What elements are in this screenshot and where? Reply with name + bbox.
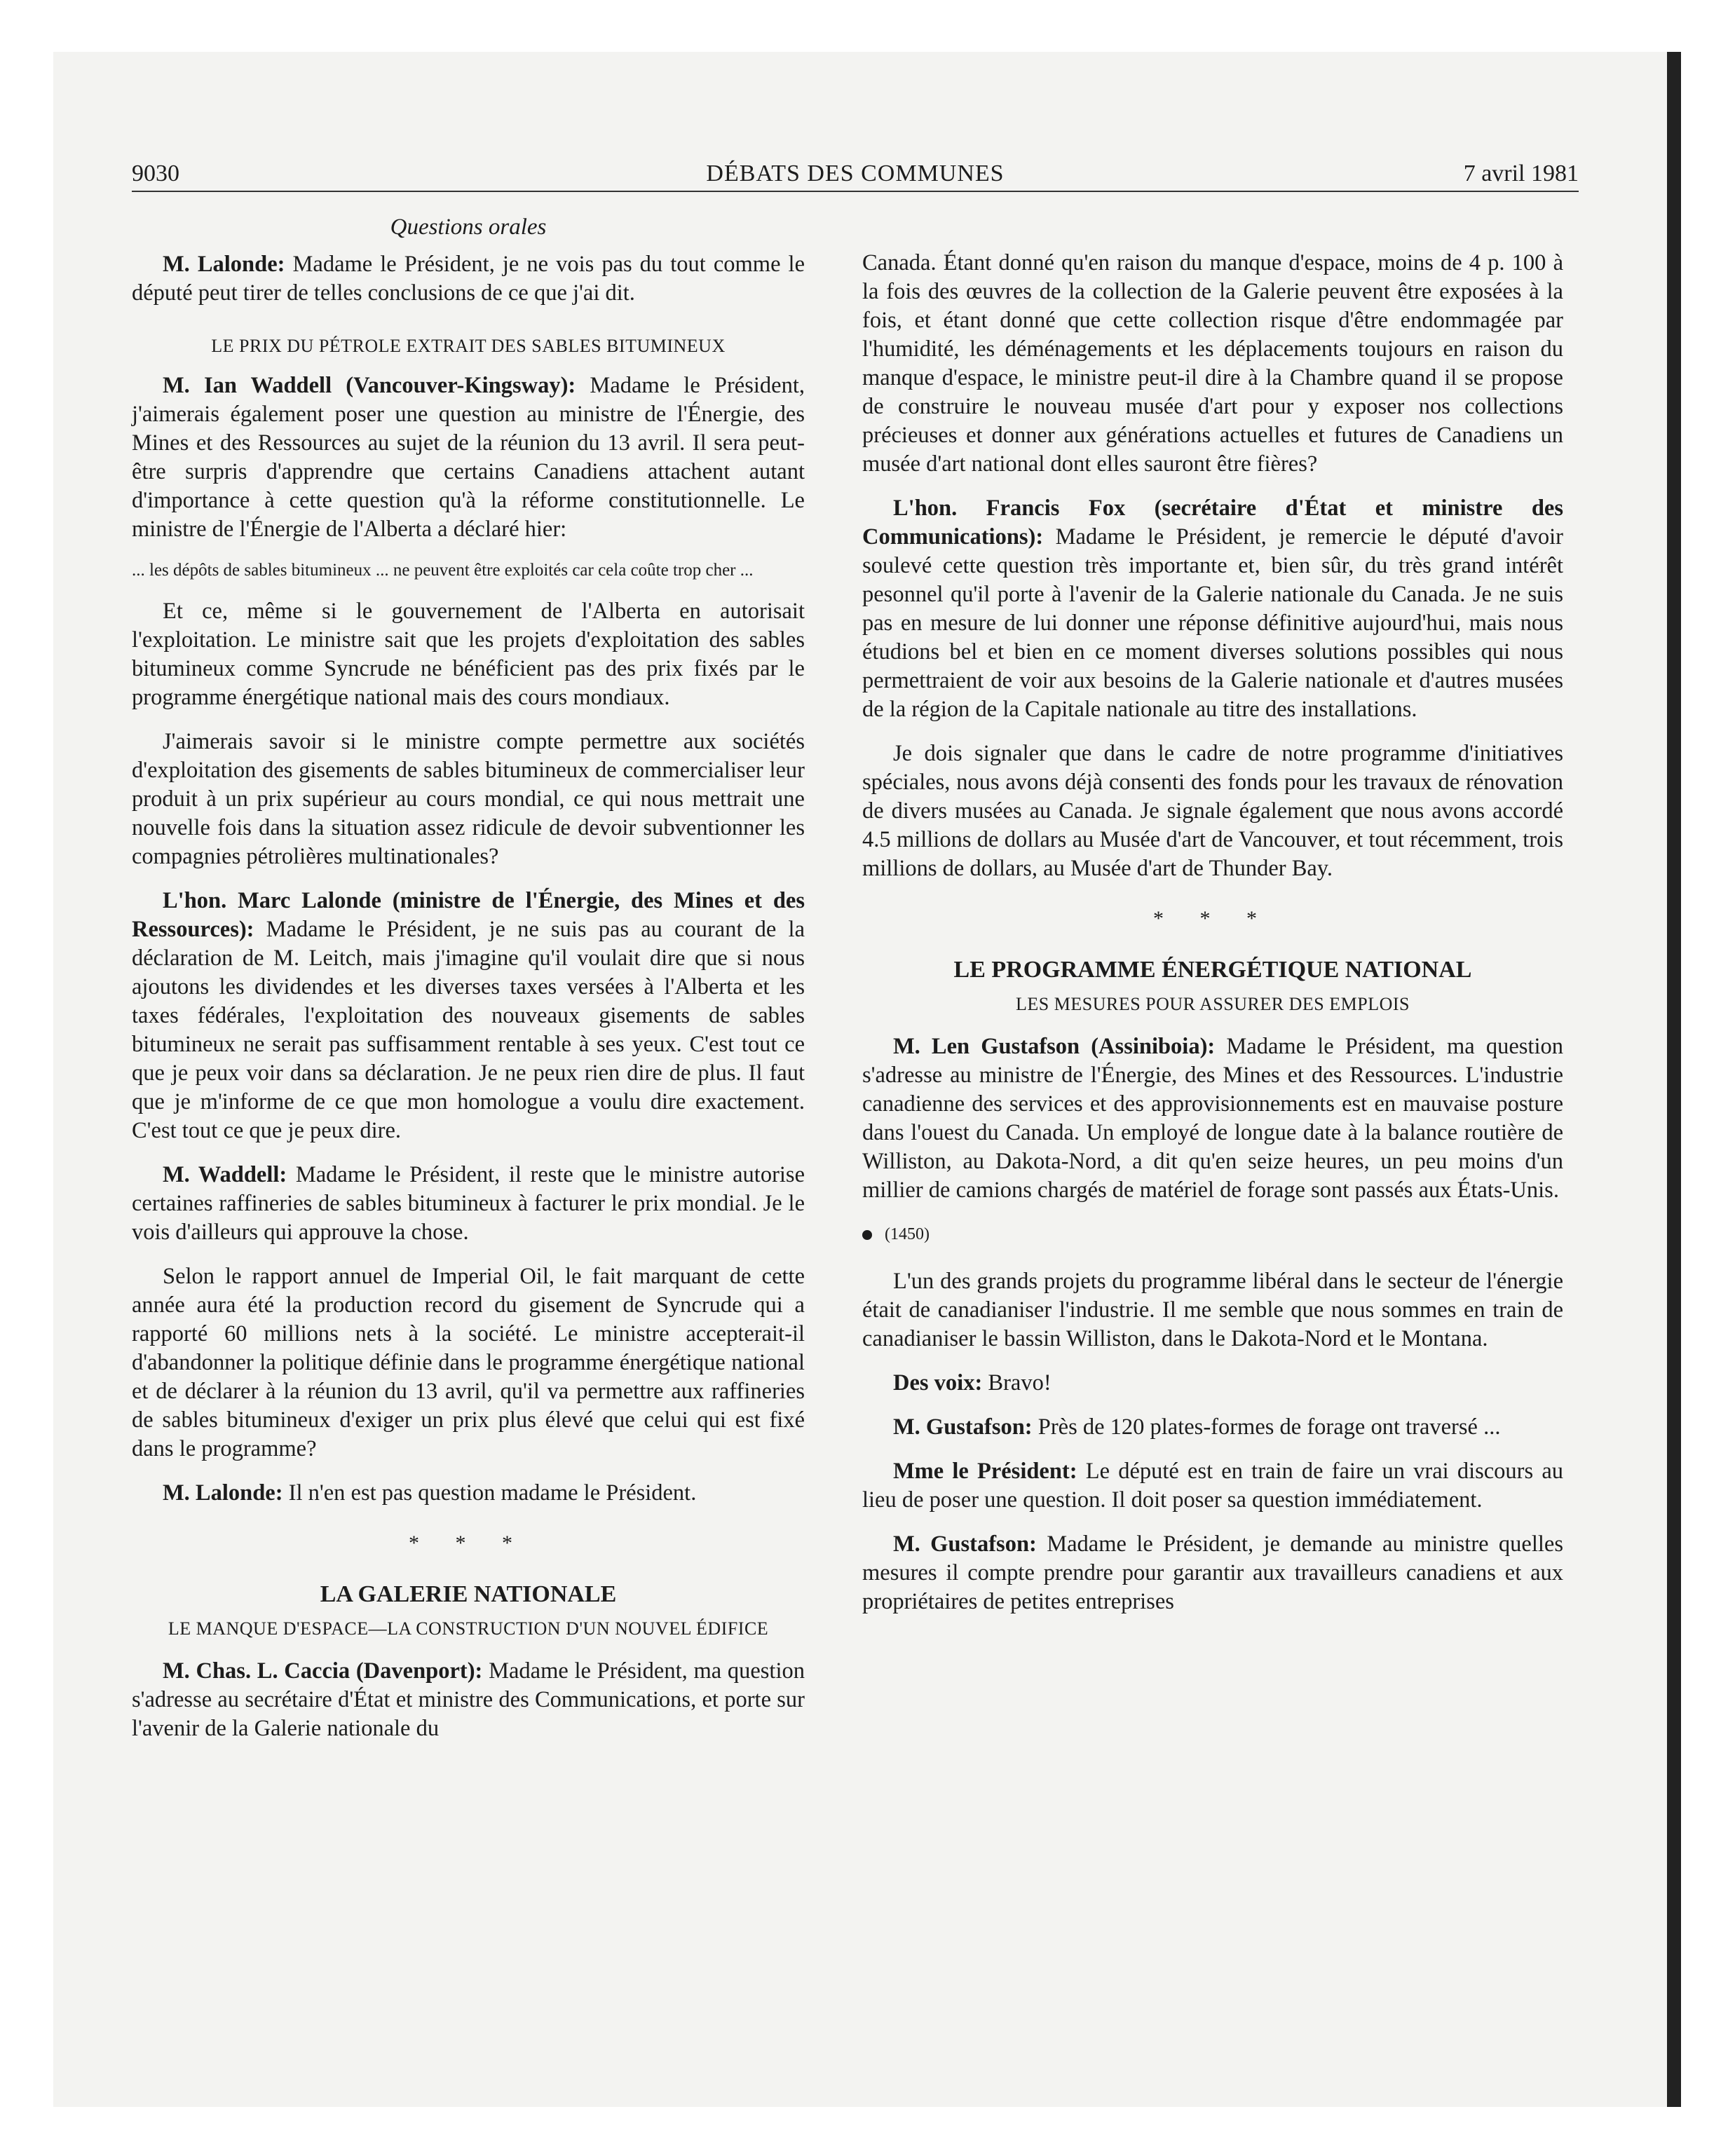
right-column [862,249,1563,1632]
topic-main-heading: LA GALERIE NATIONALE [320,1581,617,1607]
paragraph: Et ce, même si le gouvernement de l'Alberta en autorisait l'exploitation. Le ministre sait que les projets d'exploitation des sables bitumineux comme Syncrude ne bénéficient pas des prix fixés par le programme énergétique national mais des cours mondiaux. [132,599,805,710]
paragraph [132,371,805,544]
paragraph [862,494,1563,724]
publication-title: DÉBATS DES COMMUNES [706,161,1005,186]
speech-text: Madame le Président, je ne suis pas au courant de la déclaration de M. Leitch, mais j'imagine qu'il voulait dire que si nous ajoutons les dividendes et les diverses taxes versées à l'Alberta et les taxes fédérales, l'exploitation des nouveaux gisements de sables bitumineux ne serait pas suffisamment rentable à ses yeux. C'est tout ce que je peux voir dans sa déclaration. Je ne peux rien dire de plus. Il faut que je m'informe de ce que mon homologue a voulu dire exactement. C'est tout ce que je peux dire. [132,917,805,1143]
speaker-name: L'hon. Marc Lalonde (ministre de l'Énergie, des Mines et des Ressources): [132,888,805,942]
section-separator: * * * [1153,907,1272,930]
section-heading: Questions orales [390,214,547,240]
speaker-name: M. Chas. L. Caccia (Davenport): [163,1658,483,1684]
speaker-name: M. Gustafson: [893,1531,1037,1557]
speaker-name: M. Waddell: [163,1162,287,1187]
topic-subheading: LES MESURES POUR ASSURER DES EMPLOIS [1016,994,1410,1014]
paragraph [862,1413,1563,1442]
speech-text: Près de 120 plates-formes de forage ont traversé ... [1032,1414,1501,1440]
paragraph: J'aimerais savoir si le ministre compte permettre aux sociétés d'exploitation des gisements de sables bitumineux de commercialiser leur produit à un prix supérieur au cours mondial, ce qui nous mettrait une nouvelle fois dans la situation assez ridicule de devoir subventionner les compagnies pétrolières multinationales? [132,729,805,869]
speaker-name: M. Lalonde: [163,252,285,277]
speech-text: Madame le Président, il reste que le ministre autorise certaines raffineries de sables bitumineux à facturer le prix mondial. Je le vois d'ailleurs qui approuve la chose. [132,1162,805,1245]
speaker-name: M. Ian Waddell (Vancouver-Kingsway): [163,373,576,398]
speaker-name: M. Gustafson: [893,1414,1033,1440]
paragraph [862,1369,1563,1398]
speech-text: Madame le Président, ma question s'adresse au ministre de l'Énergie, des Mines et des Ressources. L'industrie canadienne des services et des approvisionnements est en mauvaise posture dans l'ouest du Canada. Un employé de longue date à la balance routière de Williston, au Dakota-Nord, a dit qu'en seize heures, un peu moins d'un millier de camions chargés de matériel de forage sont passés aux États-Unis. [862,1034,1563,1203]
time-marker [862,1220,1563,1249]
paragraph: Je dois signaler que dans le cadre de notre programme d'initiatives spéciales, nous avons déjà consenti des fonds pour les travaux de rénovation de divers musées au Canada. Je signale également que nous avons accordé 4.5 millions de dollars au Musée d'art de Vancouver, et tout récemment, trois millions de dollars, au Musée d'art de Thunder Bay. [862,741,1563,881]
left-column [132,210,805,1759]
topic-main-heading: LE PROGRAMME ÉNERGÉTIQUE NATIONAL [953,957,1472,983]
time-marker-label: (1450) [885,1225,930,1243]
paragraph: Selon le rapport annuel de Imperial Oil, le fait marquant de cette année aura été la production record du gisement de Syncrude qui a rapporté 60 millions nets à la société. Le ministre accepterait-il d'abandonner la politique définie dans le programme énergétique national et de déclarer à la réunion du 13 avril, qu'il va permettre aux raffineries de sables bitumineux d'exiger un prix plus élevé que celui qui est fixé dans le programme? [132,1264,805,1461]
speaker-name: Des voix: [893,1370,983,1396]
speech-text: Madame le Président, j'aimerais également poser une question au ministre de l'Énergie, des Mines et des Ressources au sujet de la réunion du 13 avril. Il sera peut-être surpris d'apprendre que certains Canadiens attachent autant d'importance à cette question qu'à la réforme constitutionnelle. Le ministre de l'Énergie de l'Alberta a déclaré hier: [132,373,805,542]
page-header [132,157,1579,192]
paragraph [862,1457,1563,1515]
block-quote: ... les dépôts de sables bitumineux ... ne peuvent être exploités car cela coûte trop cher ... [132,561,754,580]
section-separator: * * * [409,1531,528,1555]
paragraph [862,1032,1563,1205]
paragraph [132,250,805,308]
bullet-icon [862,1230,872,1240]
speech-text: Le député est en train de faire un vrai discours au lieu de poser une question. Il doit poser sa question immédiatement. [862,1459,1564,1513]
page-date: 7 avril 1981 [1463,161,1579,186]
paragraph [132,1479,805,1508]
speech-text: Madame le Président, je remercie le député d'avoir soulevé cette question très importante et, bien sûr, du très grand intérêt pesonnel qu'il porte à l'avenir de la Galerie nationale du Canada. Je ne suis pas en mesure de lui donner une réponse définitive aujourd'hui, mais nous étudions bel et bien en ce moment diverses solutions possibles qui nous permettraient de voir aux besoins de la Galerie nationale et d'autres musées de la région de la Capitale nationale au titre des installations. [862,524,1563,722]
page-number: 9030 [132,161,179,186]
speaker-name: M. Lalonde: [163,1480,283,1506]
paragraph [132,1161,805,1247]
speech-text: Madame le Président, ma question s'adresse au secrétaire d'État et ministre des Communications, et porte sur l'avenir de la Galerie nationale du [132,1658,805,1741]
paragraph [132,887,805,1145]
paragraph [862,1530,1563,1616]
speech-text: Bravo! [982,1370,1052,1396]
speaker-name: Mme le Président: [893,1459,1077,1484]
speech-text: Il n'en est pas question madame le Président. [283,1480,697,1506]
paragraph: Canada. Étant donné qu'en raison du manque d'espace, moins de 4 p. 100 à la fois des œuvres de la collection de la Galerie peuvent être exposées à la fois, et étant donné que cette collection risque d'être endommagée par l'humidité, les déménagements et les déplacements toujours en raison du manque d'espace, le ministre peut-il dire à la Chambre quand il se propose de construire le nouveau musée d'art pour y exposer nos collections précieuses et donner aux générations actuelles et futures de Canadiens un musée d'art national dont elles sauront être fières? [862,250,1563,477]
speaker-name: L'hon. Francis Fox (secrétaire d'État et ministre des Communications): [862,496,1563,550]
speaker-name: M. Len Gustafson (Assiniboia): [893,1034,1216,1059]
topic-heading: LE PRIX DU PÉTROLE EXTRAIT DES SABLES BITUMINEUX [211,336,726,356]
speech-text: Madame le Président, je ne vois pas du tout comme le député peut tirer de telles conclusions de ce que j'ai dit. [132,252,805,306]
page-edge-shadow [1667,52,1681,2107]
speech-text: Madame le Président, je demande au ministre quelles mesures il compte prendre pour garantir aux travailleurs canadiens et aux propriétaires de petites entreprises [862,1531,1563,1614]
paragraph: L'un des grands projets du programme libéral dans le secteur de l'énergie était de canadianiser l'industrie. Il me semble que nous sommes en train de canadianiser le bassin Williston, dans le Dakota-Nord et le Montana. [862,1269,1563,1351]
topic-subheading: LE MANQUE D'ESPACE—LA CONSTRUCTION D'UN NOUVEL ÉDIFICE [168,1618,769,1639]
paragraph [132,1657,805,1743]
